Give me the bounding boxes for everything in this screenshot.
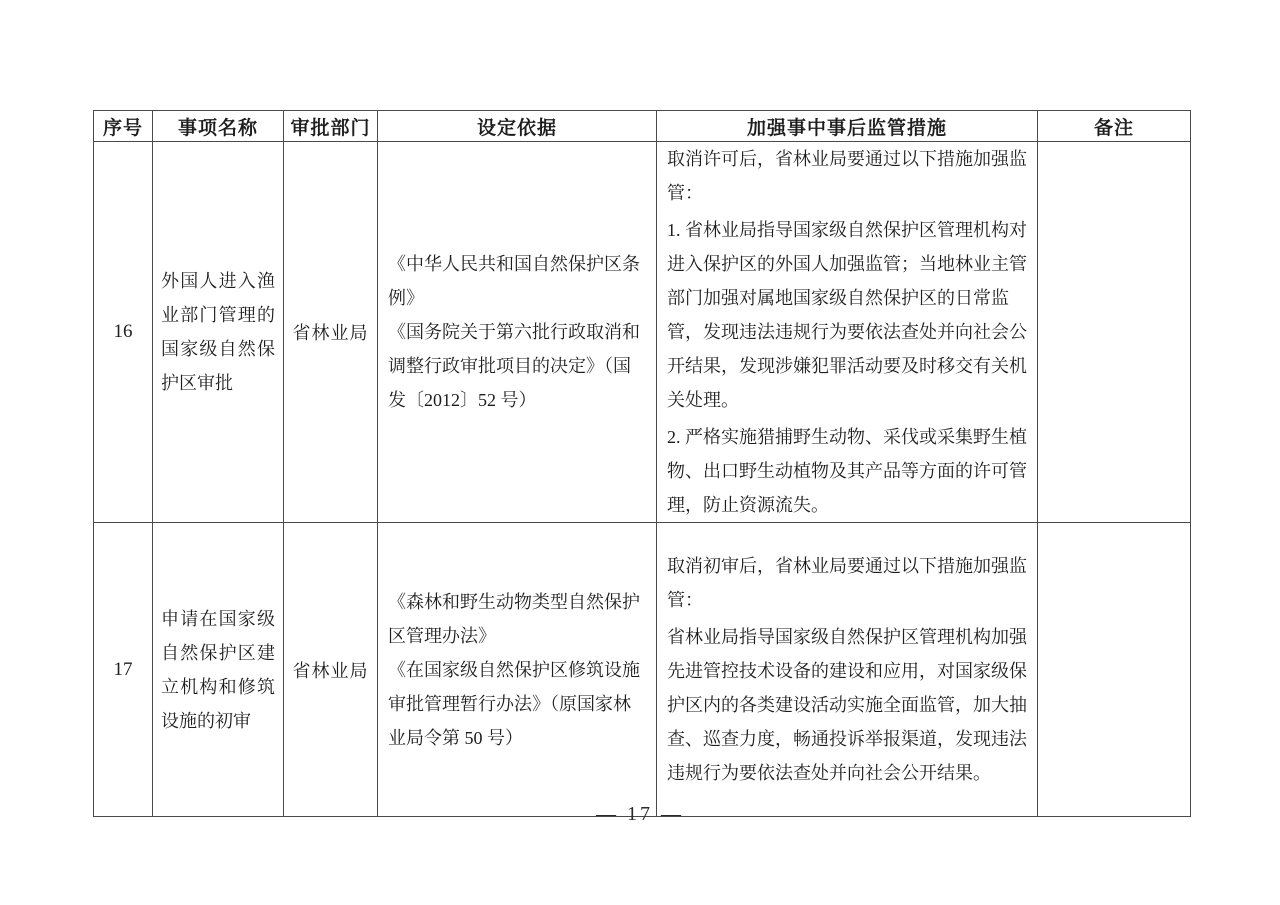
measure-paragraph: 1. 省林业局指导国家级自然保护区管理机构对进入保护区的外国人加强监管；当地林业主管部门加强对属地国家级自然保护区的日常监管，发现违法违规行为要依法查处并向社会公开结果，发现涉嫌犯罪活动要及时移交有关机关处理。	[667, 220, 1027, 410]
basis-line: 《国务院关于第六批行政取消和调整行政审批项目的决定》（国发〔2012〕52 号）	[388, 322, 640, 410]
table-row-17	[94, 523, 1191, 817]
row-17-setting-basis	[378, 523, 657, 817]
header-approval-department: 审批部门	[284, 111, 378, 142]
row-16-serial-number: 16	[94, 142, 153, 523]
row-17-serial-number: 17	[94, 523, 153, 817]
header-serial-number: 序号	[94, 111, 153, 142]
row-16-item-name	[153, 142, 284, 523]
table-header-row	[94, 111, 1191, 142]
header-setting-basis: 设定依据	[378, 111, 657, 142]
row-16-approval-department: 省林业局	[284, 142, 378, 523]
row-17-approval-department: 省林业局	[284, 523, 378, 817]
measure-paragraph: 取消许可后，省林业局要通过以下措施加强监管：	[667, 149, 1027, 203]
row-17-remark	[1038, 523, 1191, 817]
approval-items-table	[93, 110, 1191, 817]
row-17-supervision-measures	[657, 523, 1038, 817]
measure-paragraph: 省林业局指导国家级自然保护区管理机构加强先进管控技术设备的建设和应用，对国家级保护区内的各类建设活动实施全面监管，加大抽查、巡查力度，畅通投诉举报渠道，发现违法违规行为要依法查处并向社会公开结果。	[667, 627, 1027, 783]
page-number: — 17 —	[596, 803, 684, 825]
row-16-setting-basis	[378, 142, 657, 523]
basis-line: 《森林和野生动物类型自然保护区管理办法》	[388, 591, 640, 646]
measure-paragraph: 2. 严格实施猎捕野生动物、采伐或采集野生植物、出口野生动植物及其产品等方面的许可管理，防止资源流失。	[667, 427, 1027, 515]
header-item-name: 事项名称	[153, 111, 284, 142]
row-16-supervision-measures	[657, 142, 1038, 523]
basis-line: 《中华人民共和国自然保护区条例》	[388, 254, 640, 308]
header-remarks: 备注	[1038, 111, 1191, 142]
measure-paragraph: 取消初审后，省林业局要通过以下措施加强监管：	[667, 556, 1027, 610]
table-row-16	[94, 142, 1191, 523]
row-17-item-name	[153, 523, 284, 817]
row-16-item-name-text: 外国人进入渔业部门管理的国家级自然保护区审批	[161, 271, 275, 393]
basis-line: 《在国家级自然保护区修筑设施审批管理暂行办法》（原国家林业局令第 50 号）	[388, 659, 640, 748]
row-17-item-name-text: 申请在国家级自然保护区建立机构和修筑设施的初审	[161, 608, 275, 731]
header-supervision-measures: 加强事中事后监管措施	[657, 111, 1038, 142]
row-16-remark	[1038, 142, 1191, 523]
